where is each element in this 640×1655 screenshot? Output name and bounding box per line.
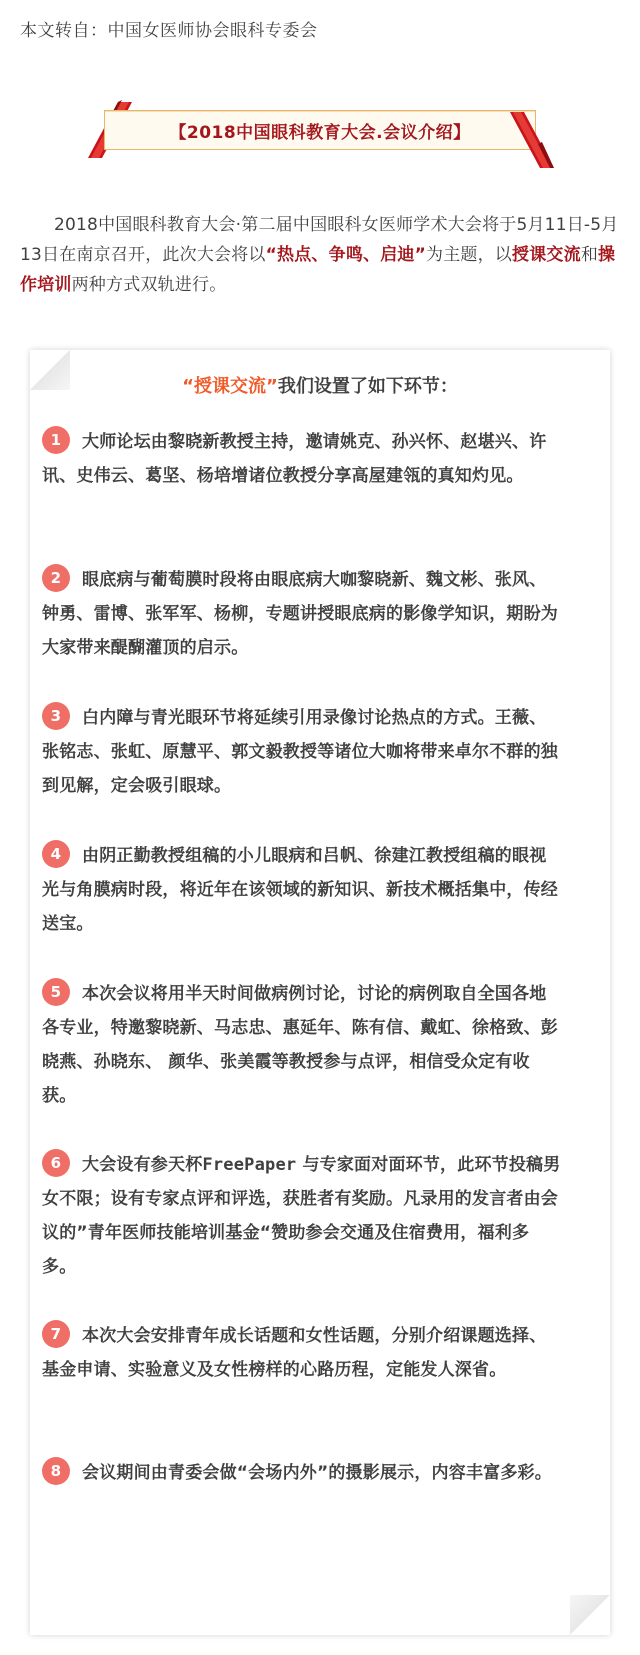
item-text: 眼底病与葡萄膜时段将由眼底病大咖黎晓新、魏文彬、张风、钟勇、雷博、张军军、杨柳，专题讲授眼底病的影像学知识，期盼为大家带来醍醐灌顶的启示。 [42,570,558,658]
item-text-freepaper: FreePaper [202,1155,297,1175]
program-item [42,1148,562,1284]
item-number-badge: 3 [42,702,70,730]
card-corner-fold [570,1595,610,1635]
item-number-badge: 4 [42,840,70,868]
item-number-badge: 5 [42,978,70,1006]
ribbon-right-decoration [504,110,554,170]
item-text: 白内障与青光眼环节将延续引用录像讨论热点的方式。王薇、张铭志、张虹、原慧平、郭文毅教授等诸位大咖将带来卓尔不群的独到见解，定会吸引眼球。 [42,708,558,796]
program-item [42,701,562,803]
intro-text-1: 2018中国眼科教育大会·第二届中国眼科女医师学术大会将于5月11日-5月13日在南京召开，此次大会将以 [20,215,619,265]
intro-text-2: 为主题，以 [426,245,512,265]
intro-track-training: 操作培训 [20,245,616,295]
item-number-badge: 6 [42,1149,70,1177]
program-item [42,1319,562,1387]
item-text: 与专家面对面环节，此环节投稿男女不限；设有专家点评和评选，获胜者有奖励。凡录用的发言者由会议的”青年医师技能培训基金“赞助参会交通及住宿费用，福利多多。 [42,1155,561,1277]
program-item [42,839,562,941]
program-item [42,977,562,1113]
card-heading [0,372,640,398]
item-number-badge: 2 [42,564,70,592]
item-number-badge: 8 [42,1457,70,1485]
intro-track-lecture: 授课交流 [512,245,581,265]
item-text: 由阴正勤教授组稿的小儿眼病和吕帆、徐建江教授组稿的眼视光与角膜病时段，将近年在该领域的新知识、新技术概括集中，传经送宝。 [42,846,558,934]
item-text: 会议期间由青委会做“会场内外”的摄影展示，内容丰富多彩。 [82,1463,552,1483]
intro-theme: “热点、争鸣、启迪” [265,245,426,265]
item-text: 大会设有参天杯 [82,1155,203,1175]
program-item [42,425,562,493]
source-attribution: 本文转自：中国女医师协会眼科专委会 [20,21,318,41]
item-text: 本次大会安排青年成长话题和女性话题，分别介绍课题选择、基金申请、实验意义及女性榜样的心路历程，定能发人深省。 [42,1326,547,1380]
program-item [42,1456,562,1490]
item-text: 本次会议将用半天时间做病例讨论，讨论的病例取自全国各地各专业，特邀黎晓新、马志忠、惠延年、陈有信、戴虹、徐格致、彭晓燕、孙晓东、 颜华、张美霞等教授参与点评，相信受众定有收获。 [42,984,558,1106]
conference-banner [104,110,536,150]
program-item [42,563,562,665]
card-heading-highlight: “授课交流” [182,376,278,397]
item-number-badge: 1 [42,426,70,454]
intro-text-3: 和 [580,245,599,265]
item-number-badge: 7 [42,1320,70,1348]
intro-paragraph [20,210,620,300]
card-heading-text: 我们设置了如下环节： [277,376,458,397]
item-text: 大师论坛由黎晓新教授主持，邀请姚克、孙兴怀、赵堪兴、许讯、史伟云、葛坚、杨培增诸位教授分享高屋建瓴的真知灼见。 [42,432,547,486]
banner-title: 【2018中国眼科教育大会.会议介绍】 [169,122,471,143]
intro-text-4: 两种方式双轨进行。 [71,275,227,295]
